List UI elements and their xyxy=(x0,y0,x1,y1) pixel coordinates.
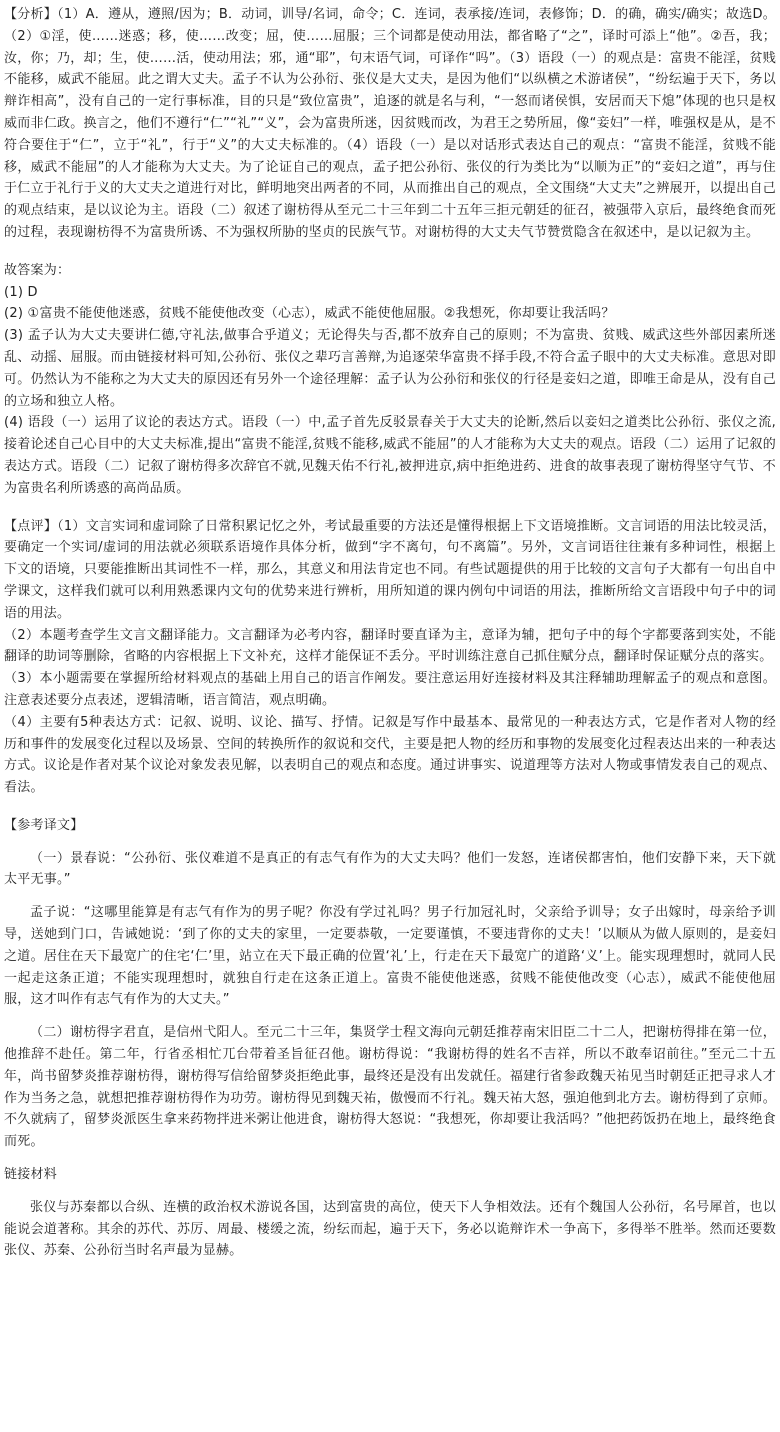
answer-item: (4) 语段（一）运用了议论的表达方式。语段（一）中,孟子首先反驳景春关于大丈夫的论断,然后以妾妇之道类比公孙衍、张仪之流,接着论述自己心目中的大丈夫标准,提出“富贵不能淫,贫贱不能移,威武不能屈”的人才能称为大丈夫的观点。语段（二）运用了记叙的表达方式。语段（二）记叙了谢枋得多次辞官不就,见魏天佑不行礼,被押进京,病中拒绝进药、进食的故事表现了谢枋得坚守气节、不为富贵名利所诱惑的高尚品质。 xyxy=(4,415,776,496)
answer-item: (2) ①富贵不能使他迷惑，贫贱不能使他改变（心志），威武不能使他屈服。②我想死，你却要让我活吗？ xyxy=(4,306,615,322)
translation-paragraph: （二）谢枋得字君直，是信州弋阳人。至元二十三年，集贤学士程文海向元朝廷推荐南宋旧臣二十二人，把谢枋得排在第一位，他推辞不赴任。第二年，行省丞相忙兀台带着圣旨征召他。谢枋得说：“我谢枋得的姓名不吉祥，所以不敢奉诏前往。”至元二十五年，尚书留梦炎推荐谢枋得，谢枋得写信给留梦炎拒绝此事，最终还是没有出发就任。福建行省参政魏天祐见当时朝廷正把寻求人才作为当务之急，就想把推荐谢枋得作为功劳。谢枋得见到魏天祐，傲慢而不行礼。魏天祐大怒，强迫他到北方去。谢枋得到了京师。不久就病了，留梦炎派医生拿来药物拌进米粥让他进食，谢枋得大怒说：“我想死，你却要让我活吗？”他把药饭扔在地上，最终绝食而死。 xyxy=(4,1025,776,1150)
comment-item: 【点评】（1）文言实词和虚词除了日常积累记忆之外，考试最重要的方法还是懂得根据上下文语境推断。文言词语的用法比较灵活，要确定一个实词/虚词的用法就必须联系语境作具体分析，做到“字不离句，句不离篇”。另外，文言词语往往兼有多种词性，根据上下文的语境，只要能推断出其词性不一样，那么，其意义和用法肯定也不同。有些试题提供的用于比较的文言句子大都有一句出自中学课文，这样我们就可以利用熟悉课内文句的优势来进行辨析，用所知道的课内例句中词语的用法，推断所给文言语段中句子中的词语的用法。 xyxy=(4,518,776,621)
answer-item: (3) 孟子认为大丈夫要讲仁德,守礼法,做事合乎道义；无论得失与否,都不放弃自己的原则；不为富贵、贫贱、威武这些外部因素所迷乱、动摇、屈服。而由链接材料可知,公孙衍、张仪之辈巧言善辩,为追逐荣华富贵不择手段,不符合孟子眼中的大丈夫标准。意思对即可。仍然认为不能称之为大丈夫的原因还有另外一个途径理解：孟子认为公孙衍和张仪的行径是妾妇之道，即唯王命是从，没有自己的立场和独立人格。 xyxy=(4,328,776,409)
comment-item: （4）主要有5种表达方式：记叙、说明、议论、描写、抒情。记叙是写作中最基本、最常见的一种表达方式，它是作者对人物的经历和事件的发展变化过程以及场景、空间的转换所作的叙说和交代，主要是把人物的经历和事物的发展变化过程表达出来的一种表达方式。议论是作者对某个议论对象发表见解，以表明自己的观点和态度。通过讲事实、说道理等方法对人物或事情发表自己的观点、看法。 xyxy=(4,714,776,796)
answer-item: (1) D xyxy=(4,284,38,300)
comment-tag: 【点评】 xyxy=(4,518,58,534)
answer-title: 故答案为： xyxy=(4,262,71,278)
analysis-tag: 【分析】 xyxy=(4,7,58,22)
comment-item: （3）本小题需要在掌握所给材料观点的基础上用自己的语言作阐发。要注意运用好连接材料及其注释辅助理解孟子的观点和意图。注意表述要分点表述，逻辑清晰，语言简洁，观点明确。 xyxy=(4,671,776,708)
translation-title: 【参考译文】 xyxy=(4,817,84,833)
comment-section xyxy=(4,516,776,799)
link-material-paragraph: 张仪与苏秦都以合纵、连横的政治权术游说各国，达到富贵的高位，使天下人争相效法。还有个魏国人公孙衍，名号犀首，也以能说会道著称。其余的苏代、苏厉、周最、楼缓之流，纷纭而起，遍于天下，务必以诡辩诈术一争高下，多得举不胜举。然而还要数张仪、苏秦、公孙衍当时名声最为显赫。 xyxy=(4,1199,776,1259)
translation-paragraph: （一）景春说：“公孙衍、张仪难道不是真正的有志气有作为的大丈夫吗？他们一发怒，连诸侯都害怕，他们安静下来，天下就太平无事。” xyxy=(4,850,776,888)
link-material-title: 链接材料 xyxy=(4,1167,58,1183)
analysis-paragraph xyxy=(4,4,776,244)
comment-item: （2）本题考查学生文言文翻译能力。文言翻译为必考内容，翻译时要直译为主，意译为辅，把句子中的每个字都要落到实处，不能翻译的助词等删除，省略的内容根据上下文补充，这样才能保证不丢分。平时训练注意自己抓住赋分点，翻译时保证赋分点的落实。 xyxy=(4,627,776,665)
analysis-text: （1）A．遵从，遵照/因为；B．动词，训导/名词，命令；C．连词，表承接/连词，表修饰；D．的确，确实/确实；故选D。（2）①淫，使……迷惑；移，使……改变；屈，使……屈服；三个词都是使动用法，都省略了“之”，译时可添上“他”。②吾，我；汝，你；乃，却；生，使……活，使动用法；邪，通“耶”，句末语气词，可译作“吗”。（3）语段（一）的观点是：富贵不能淫，贫贱不能移，威武不能屈。此之谓大丈夫。孟子不认为公孙衍、张仪是大丈夫，是因为他们“以纵横之术游诸侯”，“纷纭遍于天下，务以辩诈相高”，没有自己的一定行事标准，目的只是“致位富贵”，追逐的就是名与利，“一怒而诸侯惧，安居而天下熄”体现的也只是权威而非仁政。换言之，他们不遵行“仁”“礼”“义”，会为富贵所迷，因贫贱而改，为君王之势所屈，像“妾妇”一样，唯强权是从，是不符合要住于“仁”，立于“礼”，行于“义”的大丈夫标准的。（4）语段（一）是以对话形式表达自己的观点：“富贵不能淫，贫贱不能移，威武不能屈”的人才能称为大丈夫。为了论证自己的观点，孟子把公孙衍、张仪的行为类比为“以顺为正”的“妾妇之道”，再与住于仁立于礼行于义的大丈夫之道进行对比，鲜明地突出两者的不同，从而推出自己的观点，全文围绕“大丈夫”之辨展开，以提出自己的观点结束，是以议论为主。语段（二）叙述了谢枋得从至元二十三年到二十五年三拒元朝廷的征召，被强带入京后，最终绝食而死的过程，表现谢枋得不为富贵所诱、不为强权所胁的坚贞的民族气节。对谢枋得的大丈夫气节赞赏隐含在叙述中，是以记叙为主。 xyxy=(4,7,776,240)
translation-section xyxy=(4,815,776,1153)
link-material-section xyxy=(4,1164,776,1262)
analysis-section xyxy=(4,4,776,244)
answer-section xyxy=(4,260,776,500)
translation-paragraph: 孟子说：“这哪里能算是有志气有作为的男子呢？你没有学过礼吗？男子行加冠礼时，父亲给予训导；女子出嫁时，母亲给予训导，送她到门口，告诫她说：‘到了你的丈夫的家里，一定要恭敬，一定要谨慎，不要违背你的丈夫！’以顺从为做人原则的，是妾妇之道。居住在天下最宽广的住宅‘仁’里，站立在天下最正确的位置‘礼’上，行走在天下最宽广的道路‘义’上。能实现理想时，就同人民一起走这条正道；不能实现理想时，就独自行走在这条正道上。富贵不能使他迷惑，贫贱不能使他改变（心志），威武不能使他屈服，这才叫作有志气有作为的大丈夫。” xyxy=(4,905,776,1008)
